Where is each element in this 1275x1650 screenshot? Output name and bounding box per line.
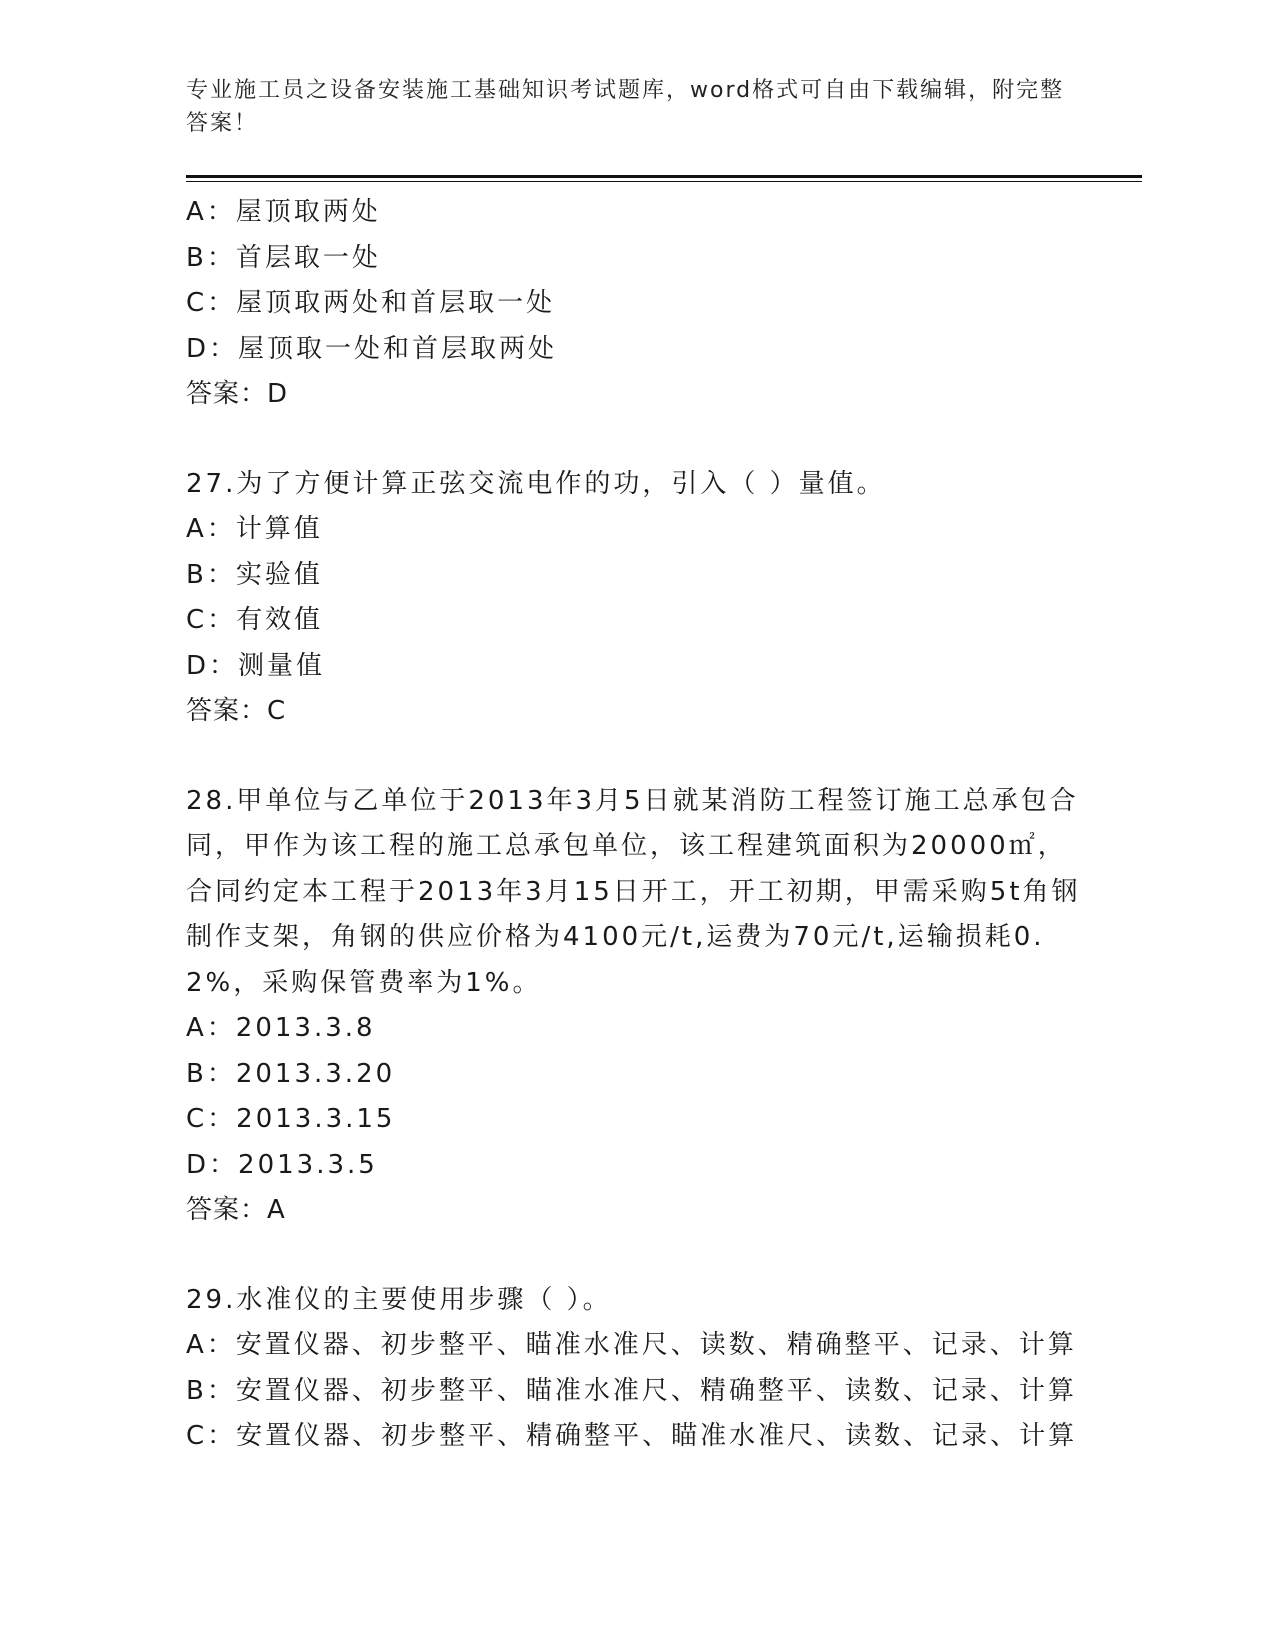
option-d: D：测量值 [186, 650, 326, 681]
question-block-26 [186, 190, 1086, 418]
option-a: A：屋顶取两处 [186, 197, 381, 227]
header-divider-thin [186, 181, 1142, 182]
option-c: C：屋顶取两处和首层取一处 [186, 288, 556, 318]
spacer [186, 735, 1086, 779]
option-d: D：屋顶取一处和首层取两处 [186, 333, 558, 364]
answer-line: 答案：C [186, 696, 287, 726]
option-c: C：有效值 [186, 605, 324, 635]
option-c: C：安置仪器、初步整平、精确整平、瞄准水准尺、读数、记录、计算 [186, 1421, 1078, 1451]
answer-line: 答案：D [186, 379, 289, 409]
option-b: B：首层取一处 [186, 242, 381, 273]
question-stem: 29.水准仪的主要使用步骤（ ）。 [186, 1284, 612, 1315]
document-body [186, 190, 1086, 1460]
question-block-29 [186, 1278, 1086, 1460]
document-header: 专业施工员之设备安装施工基础知识考试题库，word格式可自由下载编辑，附完整答案！ [186, 78, 1065, 136]
option-b: B：安置仪器、初步整平、瞄准水准尺、精确整平、读数、记录、计算 [186, 1375, 1077, 1406]
option-d: D：2013.3.5 [186, 1149, 378, 1180]
spacer [186, 418, 1086, 462]
answer-line: 答案：A [186, 1195, 286, 1225]
option-c: C：2013.3.15 [186, 1104, 396, 1134]
question-block-28 [186, 779, 1086, 1234]
option-a: A：2013.3.8 [186, 1013, 376, 1043]
header-divider-thick [186, 175, 1142, 178]
option-b: B：实验值 [186, 559, 323, 590]
option-a: A：安置仪器、初步整平、瞄准水准尺、读数、精确整平、记录、计算 [186, 1330, 1077, 1360]
option-b: B：2013.3.20 [186, 1058, 396, 1089]
question-stem: 27.为了方便计算正弦交流电作的功，引入（ ）量值。 [186, 468, 886, 499]
question-stem: 28.甲单位与乙单位于2013年3月5日就某消防工程签订施工总承包合同，甲作为该工程的施工总承包单位，该工程建筑面积为20000㎡，合同约定本工程于2013年3月15日开工，开工初期，甲需采购5t角钢制作支架，角钢的供应价格为4100元/t,运费为70元/t,运输损耗0.2%，采购保管费率为1%。 [186, 785, 1081, 998]
spacer [186, 1234, 1086, 1278]
question-block-27 [186, 462, 1086, 735]
option-a: A：计算值 [186, 514, 323, 544]
